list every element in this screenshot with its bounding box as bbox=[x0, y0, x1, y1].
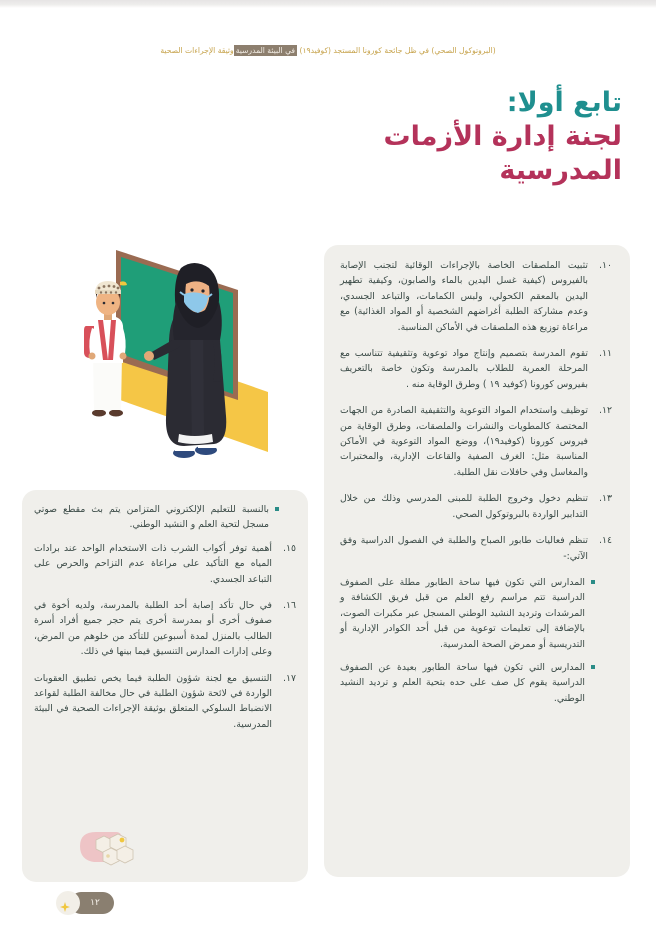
list-item bbox=[34, 671, 296, 733]
list-item-number: ١٦. bbox=[283, 600, 296, 612]
sub-list-item-text: بالنسبة للتعليم الإلكتروني المتزامن يتم بث مقطع صوتي مسجل لتحية العلم و النشيد الوطني. bbox=[34, 504, 269, 531]
running-header-part-end: (البروتوكول الصحي) bbox=[431, 46, 496, 55]
list-item bbox=[340, 533, 612, 564]
page-top-strip-gradient bbox=[0, 0, 656, 8]
list-item-text: تنظيم دخول وخروج الطلبة للمبنى المدرسي وذلك من خلال التدابير الواردة بالبروتوكول الصحي. bbox=[340, 493, 588, 520]
list-item-number: ١٥. bbox=[283, 542, 296, 554]
list-item bbox=[340, 258, 612, 335]
classroom-illustration bbox=[72, 248, 322, 498]
list-item-text: تثبيت الملصقات الخاصة بالإجراءات الوقائية لتجنب الإصابة بالفيروس (كيفية غسل اليدين بالماء والصابون، وكيفية تطهير اليدين بالمعقم الكحولي، ولبس الكمامات، والتباعد الجسدي، وعدم مشاركة الطلبة أغراضهم الشخصية أو المواد الغذائية) مع مراعاة توزيع هذه الملصقات في الأماكن المناسبة. bbox=[340, 260, 588, 333]
decorative-ornament bbox=[78, 826, 148, 868]
page-title-line2: المدرسية bbox=[499, 155, 622, 186]
list-item bbox=[34, 598, 296, 660]
sub-list-item bbox=[340, 660, 612, 706]
page-number-badge bbox=[56, 890, 116, 916]
sub-list-item bbox=[340, 575, 612, 652]
left-column-list bbox=[34, 502, 296, 732]
list-item-text: تقوم المدرسة بتصميم وإنتاج مواد توعوية وتثقيفية تتناسب مع المرحلة العمرية للطلاب بالمدرسة وتكون خاصة بالتعريف بفيروس كورونا (كوفيد ١٩ ) وطرق الوقاية منه . bbox=[340, 348, 588, 390]
list-item bbox=[340, 346, 612, 392]
running-header-highlight: في البيئة المدرسية bbox=[235, 46, 296, 55]
list-item-text: توظيف واستخدام المواد التوعوية والتثقيفية الصادرة من الجهات المختصة كالمطويات والنشرات والملصقات، وطرق الوقاية من فيروس كورونا (كوفيد١٩)، ووضع المواد التوعوية في الأماكن المناسبة مثل: الغرف الصفية والقاعات الإدارية، والمختبرات والمغاسل وفي حافلات نقل الطلبة. bbox=[340, 405, 588, 478]
list-item-text: في حال تأكد إصابة أحد الطلبة بالمدرسة، ولديه أخوة في صفوف أخرى أو بمدرسة أخرى يتم حجر جميع أفراد أسرة الطالب بالمنزل لمدة أسبوعين للتأكد من خلوهم من المرض، وعلى إدارات المدارس التنسيق فيما بينها في ذلك. bbox=[34, 600, 272, 658]
list-item bbox=[340, 403, 612, 480]
list-item bbox=[340, 491, 612, 522]
running-header-part-mid: في ظل جائحة كورونا المستجد (كوفيد١٩) bbox=[297, 46, 432, 55]
square-bullet-icon bbox=[585, 575, 598, 584]
running-header bbox=[0, 44, 656, 57]
square-bullet-icon bbox=[585, 660, 598, 669]
list-item-number: ١٢. bbox=[599, 405, 612, 417]
list-item bbox=[34, 541, 296, 587]
page-title-line1: لجنة إدارة الأزمات bbox=[383, 121, 622, 152]
list-item-number: ١٣. bbox=[599, 493, 612, 505]
list-item-number: ١٧. bbox=[283, 672, 296, 684]
sub-list-item-text: المدارس التي تكون فيها ساحة الطابور مطلة على الصفوف الدراسية تتم مراسم رفع العلم من قبل فريق الكشافة و المرشدات وترديد النشيد الوطني المسجل عبر مكبرات الصوت، بالإضافة إلى تعليمات توعوية من قبل أحد الكوادر الإدارية أو التدريسية أو ممرض الصحة المدرسية. bbox=[340, 576, 585, 650]
page-title bbox=[292, 86, 622, 188]
right-column-list bbox=[340, 258, 612, 706]
list-item-text: أهمية توفر أكواب الشرب ذات الاستخدام الواحد عند برادات المياه مع التأكيد على مراعاة عدم التزاحم والحرص على التباعد الجسدي. bbox=[34, 542, 272, 585]
running-header-part-start: وثيقة الإجراءات الصحية bbox=[160, 46, 234, 55]
list-item-number: ١٤. bbox=[599, 535, 612, 547]
page-top-strip bbox=[0, 0, 656, 8]
sub-list-item bbox=[34, 502, 296, 533]
page-number-text: ١٢ bbox=[90, 898, 100, 908]
list-item-number: ١٠. bbox=[599, 260, 612, 271]
square-bullet-icon bbox=[269, 502, 282, 511]
sub-list-item-text: المدارس التي تكون فيها ساحة الطابور بعيدة عن الصفوف الدراسية يقوم كل صف على حده بتحية العلم و ترديد النشيد الوطني. bbox=[340, 661, 585, 704]
page-title-kicker: تابع أولا: bbox=[506, 87, 622, 118]
list-item-text: التنسيق مع لجنة شؤون الطلبة فيما يخص تطبيق العقوبات الواردة في لائحة شؤون الطلبة في حال مخالفة الطلبة لقواعد الانضباط السلوكي المتعلق بوثيقة الإجراءات الصحية في البيئة المدرسية. bbox=[34, 672, 272, 730]
list-item-number: ١١. bbox=[599, 348, 612, 360]
page-number-disc bbox=[56, 891, 80, 915]
list-item-text: تنظم فعاليات طابور الصباح والطلبة في الفصول الدراسية وفق الآتي:- bbox=[340, 535, 588, 562]
